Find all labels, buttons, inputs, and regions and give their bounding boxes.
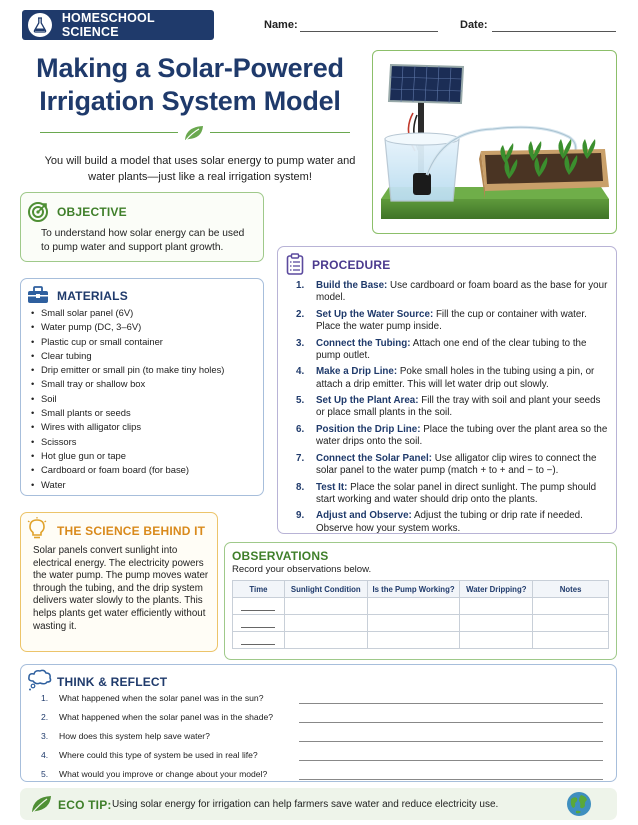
table-cell[interactable] xyxy=(284,632,367,649)
table-row xyxy=(233,598,609,615)
time-line xyxy=(241,627,275,628)
step-number: 3. xyxy=(296,337,305,349)
answer-line[interactable] xyxy=(299,703,603,704)
think-heading: THINK & REFLECT xyxy=(57,675,168,689)
table-cell[interactable] xyxy=(533,598,609,615)
objective-text: To understand how solar energy can be used to pump water and support plant growth. xyxy=(41,228,245,253)
brand-badge xyxy=(22,10,214,40)
step-number: 7. xyxy=(296,452,305,464)
step-number: 6. xyxy=(296,423,305,435)
procedure-step xyxy=(296,453,608,477)
leaf-icon xyxy=(183,124,205,147)
material-item: • Clear tubing xyxy=(29,349,259,363)
title-divider-left xyxy=(40,132,178,133)
procedure-step xyxy=(296,280,608,304)
step-text: Place the solar panel in direct sunlight. The pump should start working and water should drip onto the plants. xyxy=(316,481,597,505)
question-number: 4. xyxy=(41,750,49,760)
table-cell[interactable] xyxy=(367,615,460,632)
table-cell[interactable] xyxy=(460,598,533,615)
procedure-section xyxy=(277,246,617,534)
step-text: Adjust the tubing or drip rate if needed. Observe how your system works. xyxy=(316,510,583,534)
clipboard-icon xyxy=(286,253,304,280)
time-line xyxy=(241,644,275,645)
step-title: Set Up the Plant Area: xyxy=(316,395,419,407)
materials-heading: MATERIALS xyxy=(57,289,128,303)
column-header: Time xyxy=(233,581,285,598)
step-title: Connect the Solar Panel: xyxy=(316,452,432,464)
date-field[interactable] xyxy=(492,31,616,32)
model-photo xyxy=(372,50,617,234)
question-number: 5. xyxy=(41,769,49,779)
leaf-icon xyxy=(30,794,52,819)
material-item: • Small tray or shallow box xyxy=(29,377,259,391)
name-label: Name: xyxy=(264,19,298,31)
science-section xyxy=(20,512,218,652)
question-text: Where could this type of system be used in real life? xyxy=(59,750,258,760)
procedure-heading: PROCEDURE xyxy=(312,258,391,272)
table-cell[interactable] xyxy=(233,598,285,615)
procedure-step xyxy=(296,309,608,333)
table-cell[interactable] xyxy=(533,615,609,632)
eco-tip-text: Using solar energy for irrigation can help farmers save water and reduce electricity use. xyxy=(112,799,499,810)
observations-table xyxy=(232,580,609,649)
time-line xyxy=(241,610,275,611)
procedure-step xyxy=(296,338,608,362)
column-header: Notes xyxy=(533,581,609,598)
question-number: 3. xyxy=(41,731,49,741)
date-label: Date: xyxy=(460,19,488,31)
step-number: 8. xyxy=(296,481,305,493)
table-cell[interactable] xyxy=(460,615,533,632)
table-row xyxy=(233,615,609,632)
science-heading: THE SCIENCE BEHIND IT xyxy=(57,524,206,538)
table-cell[interactable] xyxy=(367,598,460,615)
observations-heading: OBSERVATIONS xyxy=(232,549,329,563)
procedure-step xyxy=(296,424,608,448)
column-header: Sunlight Condition xyxy=(284,581,367,598)
step-text: Fill the cup or container with water. Place the water pump inside. xyxy=(316,308,587,332)
answer-line[interactable] xyxy=(299,760,603,761)
material-item: • Cardboard or foam board (for base) xyxy=(29,463,259,477)
step-text: Fill the tray with soil and plant your seeds or place small plants in the soil. xyxy=(316,395,601,419)
step-title: Test It: xyxy=(316,481,348,493)
step-number: 1. xyxy=(296,280,305,291)
thought-bubble-icon xyxy=(27,669,53,696)
answer-line[interactable] xyxy=(299,722,603,723)
step-text: Use alligator clip wires to connect the solar panel to the water pump (match + to + and − to −). xyxy=(316,452,597,476)
objective-section xyxy=(20,192,264,262)
question-text: What happened when the solar panel was in the shade? xyxy=(59,712,274,722)
answer-line[interactable] xyxy=(299,779,603,780)
think-reflect-section xyxy=(20,664,617,782)
material-item: • Small plants or seeds xyxy=(29,406,259,420)
step-number: 9. xyxy=(296,510,305,522)
globe-icon xyxy=(566,791,592,822)
table-cell[interactable] xyxy=(233,615,285,632)
material-item: • Hot glue gun or tape xyxy=(29,449,259,463)
procedure-step xyxy=(296,510,608,534)
intro-text: You will build a model that uses solar energy to pump water and water plants—just like a real irrigation system! xyxy=(44,155,356,183)
column-header: Is the Pump Working? xyxy=(367,581,460,598)
page-title xyxy=(20,52,360,118)
material-item: • Wires with alligator clips xyxy=(29,420,259,434)
table-cell[interactable] xyxy=(367,632,460,649)
procedure-list xyxy=(296,280,608,539)
material-item: • Plastic cup or small container xyxy=(29,335,259,349)
question-row xyxy=(41,731,601,745)
material-item: • Water pump (DC, 3–6V) xyxy=(29,320,259,334)
step-title: Adjust and Observe: xyxy=(316,510,412,522)
question-row xyxy=(41,750,601,764)
step-text: Place the tubing over the plant area so the water drips onto the soil. xyxy=(316,423,608,448)
question-text: What happened when the solar panel was in the sun? xyxy=(59,693,264,703)
question-row xyxy=(41,769,601,783)
materials-section xyxy=(20,278,264,496)
table-cell[interactable] xyxy=(460,632,533,649)
eco-tip-banner xyxy=(20,788,617,820)
question-text: How does this system help save water? xyxy=(59,731,210,741)
material-item: • Small solar panel (6V) xyxy=(29,306,259,320)
table-cell[interactable] xyxy=(284,615,367,632)
question-text: What would you improve or change about your model? xyxy=(59,769,268,779)
flask-icon xyxy=(28,13,52,37)
step-number: 4. xyxy=(296,366,305,378)
step-title: Connect the Tubing: xyxy=(316,337,411,349)
table-cell[interactable] xyxy=(233,632,285,649)
question-number: 2. xyxy=(41,712,49,722)
step-title: Make a Drip Line: xyxy=(316,366,398,378)
material-item: • Drip emitter or small pin (to make tiny holes) xyxy=(29,363,259,377)
brand-name: HOMESCHOOL SCIENCE xyxy=(61,11,155,39)
question-number: 1. xyxy=(41,693,49,703)
step-title: Position the Drip Line: xyxy=(316,423,421,435)
step-number: 5. xyxy=(296,395,305,407)
title-divider-right xyxy=(210,132,350,133)
step-number: 2. xyxy=(296,308,305,320)
answer-line[interactable] xyxy=(299,741,603,742)
question-row xyxy=(41,693,601,707)
lightbulb-icon xyxy=(27,517,47,546)
science-text: Solar panels convert sunlight into electrical energy. The electricity powers the water pump. The pump moves water through the tubing, and the drip system delivers water slowly to the plants. This helps plants get water efficiently without wasting it. xyxy=(33,545,209,632)
procedure-step xyxy=(296,482,608,506)
step-text: Poke small holes in the tubing using a pin, or attach a drip emitter. This will let water drip out slowly. xyxy=(316,366,595,390)
target-icon xyxy=(27,201,49,228)
table-row xyxy=(233,632,609,649)
observations-section xyxy=(224,542,617,660)
step-title: Set Up the Water Source: xyxy=(316,308,434,320)
procedure-step xyxy=(296,366,608,390)
objective-heading: OBJECTIVE xyxy=(57,205,127,219)
procedure-step xyxy=(296,395,608,419)
step-text: Use cardboard or foam board as the base for your model. xyxy=(316,280,608,304)
question-row xyxy=(41,712,601,726)
material-item: • Water xyxy=(29,478,259,492)
observations-subtitle: Record your observations below. xyxy=(232,564,372,575)
name-field[interactable] xyxy=(300,31,438,32)
title-line-1: Making a Solar-Powered xyxy=(36,53,344,83)
eco-tip-label: ECO TIP: xyxy=(58,798,112,812)
materials-list xyxy=(29,306,259,492)
material-item: • Soil xyxy=(29,392,259,406)
material-item: • Scissors xyxy=(29,435,259,449)
step-title: Build the Base: xyxy=(316,280,388,291)
title-line-2: Irrigation System Model xyxy=(39,86,341,116)
column-header: Water Dripping? xyxy=(460,581,533,598)
table-cell[interactable] xyxy=(284,598,367,615)
table-cell[interactable] xyxy=(533,632,609,649)
step-text: Attach one end of the clear tubing to the pump outlet. xyxy=(316,337,587,361)
